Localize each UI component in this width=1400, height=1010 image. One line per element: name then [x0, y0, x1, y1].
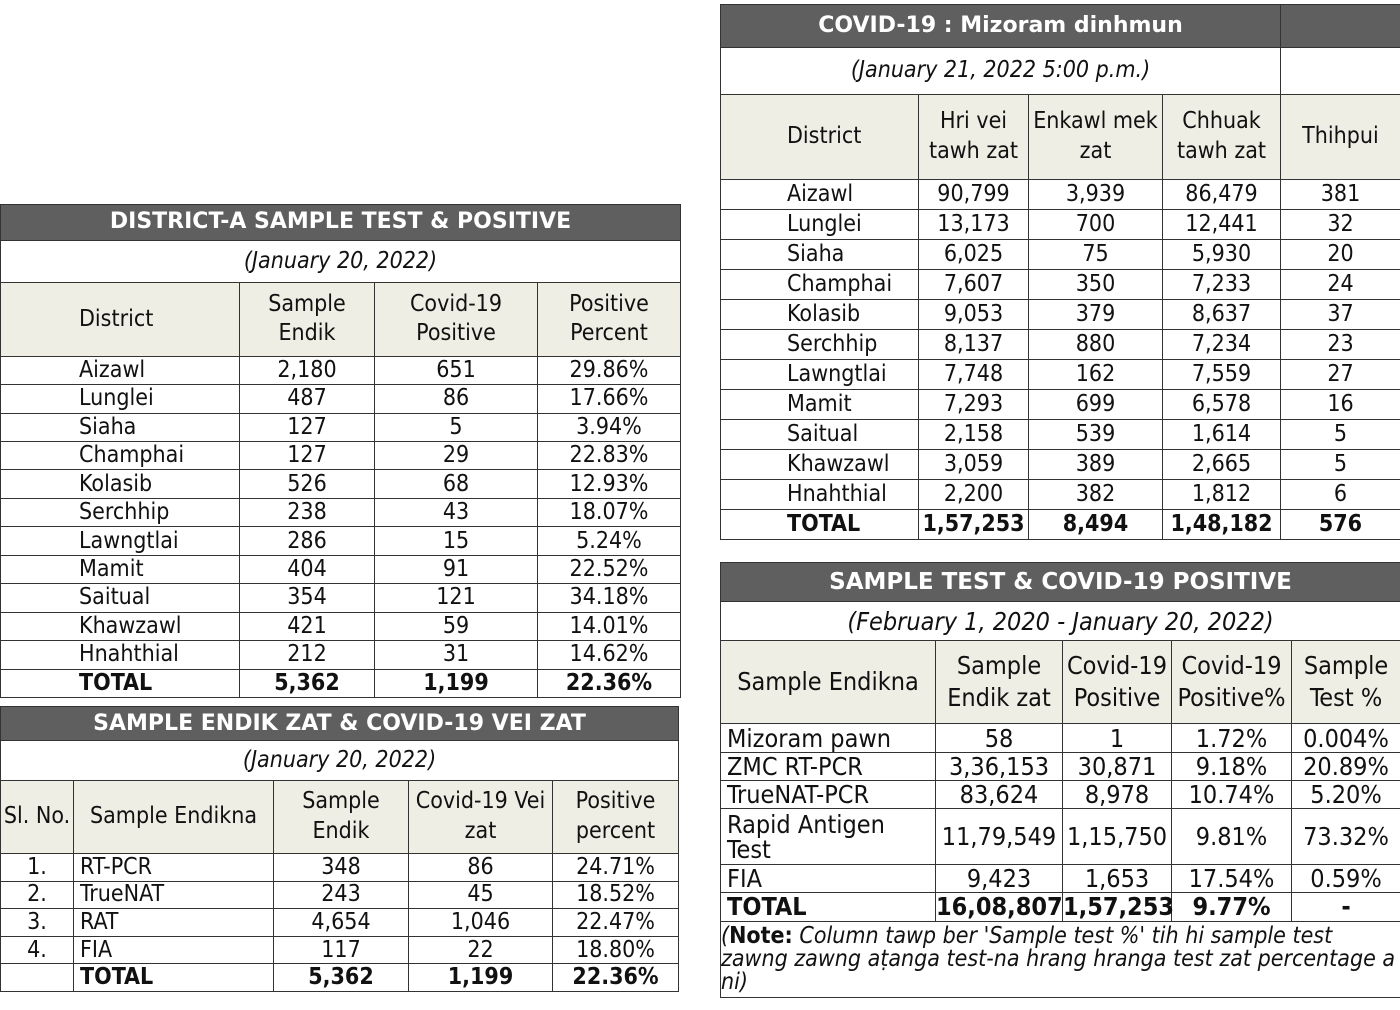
column-header: Covid-19 Vei zat [409, 780, 553, 854]
table-cell: 162 [1029, 360, 1163, 390]
table-cell: 8,978 [1063, 781, 1172, 809]
table-cell: Kolasib [1, 470, 240, 498]
total-row [721, 510, 1400, 540]
table-row [1, 584, 681, 612]
table-cell: 2,200 [919, 480, 1029, 510]
sample-test-title: SAMPLE TEST & COVID-19 POSITIVE [721, 563, 1400, 602]
table-cell: 121 [375, 584, 538, 612]
table-cell: 381 [1281, 180, 1400, 210]
table-cell: 1.72% [1172, 724, 1292, 752]
table-cell: RAT [74, 909, 274, 937]
table-cell: 2,180 [240, 356, 375, 384]
table-cell: 3.94% [538, 413, 681, 441]
table-cell: Khawzawl [721, 450, 919, 480]
column-header: Covid-19 Positive% [1172, 641, 1292, 724]
table-cell: 5 [1281, 420, 1400, 450]
mizoram-dinhmun-title: COVID-19 : Mizoram dinhmun [721, 5, 1281, 48]
column-header: District [1, 283, 240, 356]
table-cell: 12.93% [538, 470, 681, 498]
total-row [721, 893, 1400, 921]
table-cell: 1 [1063, 724, 1172, 752]
table-row [721, 864, 1400, 892]
table-cell: 1,653 [1063, 864, 1172, 892]
table-cell: 6 [1281, 480, 1400, 510]
table-cell: 1,046 [409, 909, 553, 937]
table-cell: 68 [375, 470, 538, 498]
table-row [1, 385, 681, 413]
sample-endik-date: (January 20, 2022) [1, 741, 679, 780]
mizoram-dinhmun-date: (January 21, 2022 5:00 p.m.) [721, 47, 1281, 95]
table-cell: Mamit [721, 390, 919, 420]
table-cell: 7,607 [919, 270, 1029, 300]
sample-test-body [721, 724, 1400, 921]
table-row [721, 360, 1400, 390]
table-cell: TOTAL [74, 964, 274, 992]
table-cell: 7,234 [1163, 330, 1281, 360]
table-cell: TrueNAT [74, 881, 274, 909]
table-row [721, 390, 1400, 420]
table-cell: 487 [240, 385, 375, 413]
table-row [1, 356, 681, 384]
table-cell: Siaha [721, 240, 919, 270]
table-cell: 20 [1281, 240, 1400, 270]
table-cell: 20.89% [1292, 752, 1400, 780]
column-header: Covid-19 Positive [1063, 641, 1172, 724]
table-cell: 2,665 [1163, 450, 1281, 480]
table-row [1, 470, 681, 498]
table-cell: 14.01% [538, 612, 681, 640]
table-row [721, 270, 1400, 300]
district-a-title: DISTRICT-A SAMPLE TEST & POSITIVE [1, 205, 681, 241]
table-cell: 86 [375, 385, 538, 413]
table-row [1, 936, 679, 964]
table-cell: 389 [1029, 450, 1163, 480]
table-cell: 699 [1029, 390, 1163, 420]
table-cell: 5 [375, 413, 538, 441]
table-row [1, 527, 681, 555]
note-text: Column tawp ber 'Sample test %' tih hi sample test zawng zawng aṭanga test-na hrang hranga test zat percentage a ni) [721, 922, 1396, 995]
table-cell: 6,025 [919, 240, 1029, 270]
table-cell: 238 [240, 498, 375, 526]
table-cell: 13,173 [919, 210, 1029, 240]
table-cell: Mamit [1, 555, 240, 583]
table-row [1, 442, 681, 470]
column-header: Sl. No. [1, 780, 74, 854]
table-cell: 29 [375, 442, 538, 470]
table-row [1, 641, 681, 669]
column-header: Chhuak tawh zat [1163, 95, 1281, 180]
column-header: Thihpui [1281, 95, 1400, 180]
table-row [721, 752, 1400, 780]
table-cell: 23 [1281, 330, 1400, 360]
table-cell: 286 [240, 527, 375, 555]
table-cell: 348 [274, 854, 409, 882]
table-cell: TOTAL [721, 510, 919, 540]
table-cell: 14.62% [538, 641, 681, 669]
table-cell: Serchhip [721, 330, 919, 360]
table-cell: Champhai [721, 270, 919, 300]
table-row [1, 612, 681, 640]
table-cell: 1,57,253 [919, 510, 1029, 540]
table-cell: 22.36% [553, 964, 679, 992]
table-cell: 7,748 [919, 360, 1029, 390]
table-cell: Lunglei [721, 210, 919, 240]
column-header: District [721, 95, 919, 180]
mizoram-dinhmun-table [720, 4, 1400, 540]
table-row [721, 450, 1400, 480]
table-cell: 5,362 [274, 964, 409, 992]
table-cell: 379 [1029, 300, 1163, 330]
table-cell: 22 [409, 936, 553, 964]
table-row [721, 724, 1400, 752]
table-cell: 5.24% [538, 527, 681, 555]
table-cell: 8,637 [1163, 300, 1281, 330]
table-cell: 30,871 [1063, 752, 1172, 780]
table-row [721, 240, 1400, 270]
table-cell: 1,48,182 [1163, 510, 1281, 540]
table-cell: 18.80% [553, 936, 679, 964]
table-cell: 5,930 [1163, 240, 1281, 270]
table-cell: - [1292, 893, 1400, 921]
table-cell: RT-PCR [74, 854, 274, 882]
table-cell: 91 [375, 555, 538, 583]
table-row [721, 420, 1400, 450]
table-cell: 8,494 [1029, 510, 1163, 540]
title-filler [1281, 5, 1400, 48]
column-header: Sample Endik zat [936, 641, 1063, 724]
table-cell: 12,441 [1163, 210, 1281, 240]
table-cell: Siaha [1, 413, 240, 441]
table-cell: Aizawl [1, 356, 240, 384]
table-cell: Lawngtlai [1, 527, 240, 555]
table-cell: 1,57,253 [1063, 892, 1174, 922]
table-cell: 58 [936, 724, 1063, 752]
table-cell: 3,36,153 [936, 752, 1063, 780]
table-cell: 10.74% [1172, 781, 1292, 809]
total-row [1, 669, 681, 698]
table-row [721, 480, 1400, 510]
sample-endik-body [1, 854, 679, 992]
table-cell: 59 [375, 612, 538, 640]
sample-endik-table [0, 706, 679, 992]
table-cell: 421 [240, 612, 375, 640]
table-cell: 90,799 [919, 180, 1029, 210]
table-cell: 5,362 [240, 669, 375, 698]
column-header: Sample Endik [240, 283, 375, 356]
table-cell: 1,812 [1163, 480, 1281, 510]
table-cell: 18.52% [553, 881, 679, 909]
table-cell: 31 [375, 641, 538, 669]
table-cell: Rapid Antigen Test [721, 809, 936, 865]
district-a-date: (January 20, 2022) [1, 240, 681, 283]
table-row [721, 210, 1400, 240]
table-cell: 127 [240, 442, 375, 470]
table-cell: Champhai [1, 442, 240, 470]
table-cell: 27 [1281, 360, 1400, 390]
table-cell: Hnahthial [721, 480, 919, 510]
table-cell: 83,624 [936, 781, 1063, 809]
table-cell: 539 [1029, 420, 1163, 450]
table-cell: 700 [1029, 210, 1163, 240]
table-cell: 75 [1029, 240, 1163, 270]
table-cell: 1. [1, 854, 74, 882]
table-cell: FIA [74, 936, 274, 964]
table-cell: Aizawl [721, 180, 919, 210]
table-cell [1, 964, 74, 992]
table-cell: 18.07% [538, 498, 681, 526]
sample-endik-title: SAMPLE ENDIK ZAT & COVID-19 VEI ZAT [1, 707, 679, 741]
table-cell: 24 [1281, 270, 1400, 300]
table-cell: 34.18% [538, 584, 681, 612]
table-cell: 382 [1029, 480, 1163, 510]
table-cell: FIA [721, 864, 936, 892]
table-cell: 32 [1281, 210, 1400, 240]
column-header: Sample Endikna [721, 641, 936, 724]
table-row [721, 300, 1400, 330]
table-row [721, 781, 1400, 809]
table-row [1, 413, 681, 441]
date-filler [1281, 47, 1400, 95]
table-cell: 3,939 [1029, 180, 1163, 210]
table-cell: 8,137 [919, 330, 1029, 360]
table-cell: 9,053 [919, 300, 1029, 330]
table-cell: 9,423 [936, 864, 1063, 892]
table-cell: 16 [1281, 390, 1400, 420]
column-header: Hri vei tawh zat [919, 95, 1029, 180]
table-cell: 11,79,549 [936, 809, 1063, 865]
sample-test-note [721, 921, 1400, 997]
table-row [1, 909, 679, 937]
table-cell: 350 [1029, 270, 1163, 300]
table-cell: 22.52% [538, 555, 681, 583]
total-row [1, 964, 679, 992]
table-cell: Serchhip [1, 498, 240, 526]
table-row [721, 330, 1400, 360]
table-cell: 29.86% [538, 356, 681, 384]
table-cell: 2,158 [919, 420, 1029, 450]
table-cell: 2. [1, 881, 74, 909]
table-cell: 9.81% [1172, 809, 1292, 865]
table-cell: Saitual [721, 420, 919, 450]
district-a-body [1, 356, 681, 697]
table-cell: Mizoram pawn [721, 724, 936, 752]
table-cell: 1,614 [1163, 420, 1281, 450]
table-cell: 526 [240, 470, 375, 498]
table-cell: TrueNAT-PCR [721, 781, 936, 809]
table-cell: 4. [1, 936, 74, 964]
table-cell: 37 [1281, 300, 1400, 330]
table-cell: 22.83% [538, 442, 681, 470]
table-cell: 4,654 [274, 909, 409, 937]
mizoram-dinhmun-body [721, 180, 1400, 540]
table-row [1, 881, 679, 909]
note-label: Note: [729, 922, 793, 949]
table-cell: 17.54% [1172, 864, 1292, 892]
column-header: Positive percent [553, 780, 679, 854]
table-cell: Saitual [1, 584, 240, 612]
district-a-table [0, 204, 681, 698]
table-cell: ZMC RT-PCR [721, 752, 936, 780]
table-cell: 9.18% [1172, 752, 1292, 780]
table-cell: 43 [375, 498, 538, 526]
table-cell: 117 [274, 936, 409, 964]
table-cell: 86,479 [1163, 180, 1281, 210]
table-cell: 404 [240, 555, 375, 583]
column-header: Covid-19 Positive [375, 283, 538, 356]
table-row [1, 854, 679, 882]
table-cell: 880 [1029, 330, 1163, 360]
table-cell: 22.47% [553, 909, 679, 937]
table-cell: 5 [1281, 450, 1400, 480]
table-cell: 45 [409, 881, 553, 909]
table-cell: Khawzawl [1, 612, 240, 640]
table-cell: 5.20% [1292, 781, 1400, 809]
table-cell: 15 [375, 527, 538, 555]
table-row [721, 809, 1400, 865]
table-row [1, 498, 681, 526]
column-header: Sample Test % [1292, 641, 1400, 724]
column-header: Sample Endik [274, 780, 409, 854]
table-row [721, 180, 1400, 210]
table-cell: 24.71% [553, 854, 679, 882]
table-cell: Hnahthial [1, 641, 240, 669]
table-cell: 22.36% [538, 669, 681, 698]
table-cell: 17.66% [538, 385, 681, 413]
table-cell: 0.59% [1292, 864, 1400, 892]
table-cell: 243 [274, 881, 409, 909]
table-cell: 9.77% [1172, 893, 1292, 921]
column-header: Positive Percent [538, 283, 681, 356]
table-cell: 212 [240, 641, 375, 669]
table-cell: 3,059 [919, 450, 1029, 480]
table-cell: Lawngtlai [721, 360, 919, 390]
table-cell: 86 [409, 854, 553, 882]
table-cell: 7,559 [1163, 360, 1281, 390]
table-cell: 127 [240, 413, 375, 441]
table-row [1, 555, 681, 583]
column-header: Sample Endikna [74, 780, 274, 854]
table-cell: 73.32% [1292, 809, 1400, 865]
table-cell: 7,233 [1163, 270, 1281, 300]
table-cell: 7,293 [919, 390, 1029, 420]
table-cell: 354 [240, 584, 375, 612]
table-cell: 1,199 [409, 964, 553, 992]
note-open: ( [721, 922, 730, 949]
sample-test-date: (February 1, 2020 - January 20, 2022) [721, 602, 1400, 641]
table-cell: TOTAL [721, 893, 936, 921]
table-cell: 3. [1, 909, 74, 937]
table-cell: 1,15,750 [1063, 809, 1172, 865]
column-header: Enkawl mek zat [1029, 95, 1163, 180]
table-cell: Lunglei [1, 385, 240, 413]
table-cell: 6,578 [1163, 390, 1281, 420]
table-cell: 0.004% [1292, 724, 1400, 752]
table-cell: 651 [375, 356, 538, 384]
table-cell: Kolasib [721, 300, 919, 330]
table-cell: 576 [1281, 510, 1400, 540]
table-cell: 1,199 [375, 669, 538, 698]
table-cell: TOTAL [1, 669, 240, 698]
sample-test-table [720, 562, 1400, 998]
table-cell: 16,08,807 [936, 892, 1063, 922]
